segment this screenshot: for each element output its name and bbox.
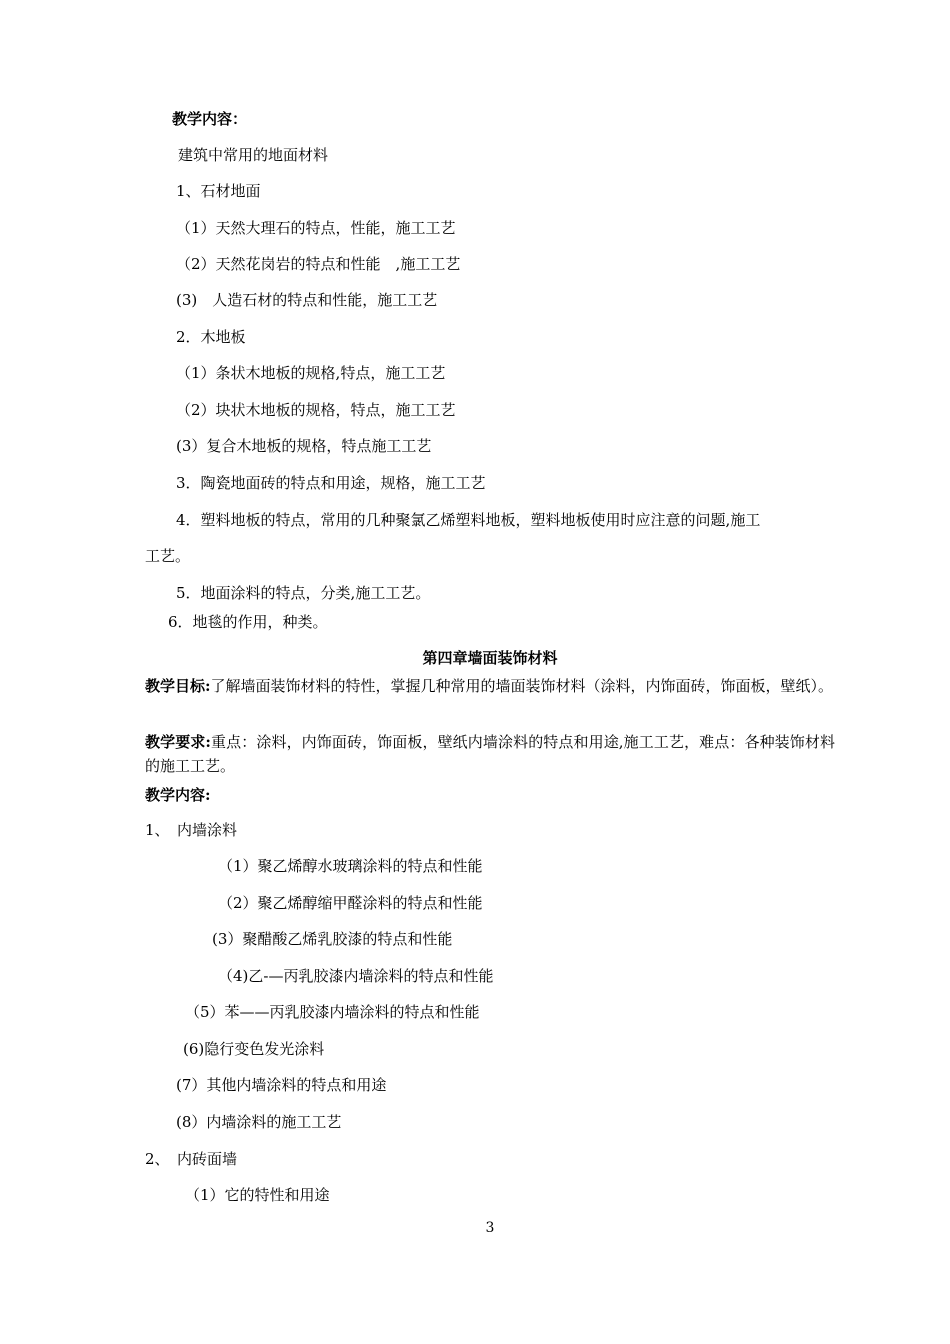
list-item: (3) 人造石材的特点和性能，施工工艺 [176, 291, 438, 309]
teaching-requirement [145, 730, 835, 778]
list-item: 3．陶瓷地面砖的特点和用途，规格，施工工艺 [176, 474, 486, 492]
list-item: (7）其他内墙涂料的特点和用途 [176, 1076, 387, 1094]
page-number: 3 [485, 1220, 495, 1236]
list-item: (3）聚醋酸乙烯乳胶漆的特点和性能 [212, 930, 453, 948]
list-item: 5．地面涂料的特点，分类,施工工艺。 [176, 584, 431, 602]
list-item: （1）天然大理石的特点，性能，施工工艺 [176, 219, 456, 237]
list-item: 6．地毯的作用，种类。 [168, 613, 328, 631]
list-item: （2）天然花岗岩的特点和性能 ,施工工艺 [176, 255, 461, 273]
chapter-title: 第四章墙面装饰材料 [422, 649, 558, 667]
list-item: （1）聚乙烯醇水玻璃涂料的特点和性能 [218, 857, 483, 875]
list-item: 2、 内砖面墙 [145, 1150, 238, 1168]
objective-text: 了解墙面装饰材料的特性，掌握几种常用的墙面装饰材料（涂料，内饰面砖，饰面板，壁纸）。 [210, 677, 834, 695]
list-item: 1、石材地面 [176, 182, 261, 200]
section-heading: 教学内容： [172, 110, 248, 128]
list-item: （5）苯——丙乳胶漆内墙涂料的特点和性能 [185, 1003, 480, 1021]
list-item: (3）复合木地板的规格，特点施工工艺 [176, 437, 432, 455]
requirement-label: 教学要求: [145, 733, 211, 751]
teaching-objective [145, 674, 835, 698]
requirement-text: 重点：涂料，内饰面砖，饰面板，壁纸内墙涂料的特点和用途,施工工艺，难点：各种装饰材料的施工工艺。 [145, 733, 835, 775]
list-item: (6)隐行变色发光涂料 [183, 1040, 325, 1058]
list-item: （2）块状木地板的规格，特点，施工工艺 [176, 401, 456, 419]
list-item: (8）内墙涂料的施工工艺 [176, 1113, 342, 1131]
list-item: （1）条状木地板的规格,特点，施工工艺 [176, 364, 446, 382]
list-item: 1、 内墙涂料 [145, 821, 238, 839]
list-item: 2．木地板 [176, 328, 246, 346]
list-item: （2）聚乙烯醇缩甲醛涂料的特点和性能 [218, 894, 483, 912]
list-item: （4)乙-—丙乳胶漆内墙涂料的特点和性能 [218, 967, 494, 985]
objective-label: 教学目标: [145, 677, 211, 695]
section-intro: 建筑中常用的地面材料 [178, 146, 329, 164]
list-item: （1）它的特性和用途 [185, 1186, 330, 1204]
content-label: 教学内容: [145, 786, 211, 804]
list-item-continuation: 工艺。 [145, 547, 191, 565]
list-item: 4．塑料地板的特点，常用的几种聚氯乙烯塑料地板，塑料地板使用时应注意的问题,施工 [176, 511, 761, 529]
